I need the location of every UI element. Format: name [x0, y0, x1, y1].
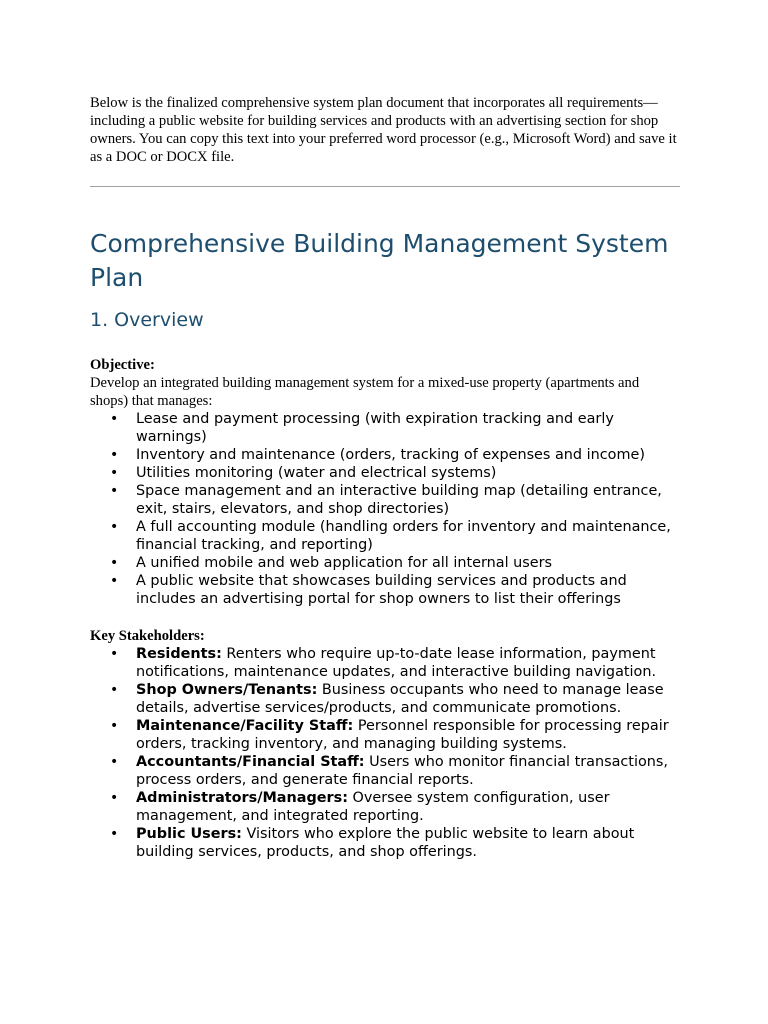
list-item	[90, 554, 680, 572]
list-item-text: A full accounting module (handling orders for inventory and maintenance, financial tracking, and reporting)	[136, 519, 671, 553]
bullet-icon: •	[110, 483, 119, 499]
list-item-text: A public website that showcases building services and products and includes an advertising portal for shop owners to list their offerings	[136, 573, 627, 607]
stakeholder-role: Accountants/Financial Staff:	[136, 754, 365, 770]
bullet-icon: •	[110, 790, 119, 806]
bullet-icon: •	[110, 682, 119, 698]
stakeholder-role: Public Users:	[136, 826, 242, 842]
bullet-icon: •	[110, 555, 119, 571]
stakeholder-list	[90, 645, 680, 861]
list-item	[90, 825, 680, 861]
list-item	[90, 789, 680, 825]
stakeholder-description: Visitors who explore the public website to learn about building services, products, and shop offerings.	[136, 826, 635, 860]
stakeholder-description: Users who monitor financial transactions, process orders, and generate financial reports.	[136, 754, 668, 788]
stakeholder-role: Residents:	[136, 646, 222, 662]
objective-list	[90, 410, 680, 608]
objective-text: Develop an integrated building management system for a mixed-use property (apartments and shops) that manages:	[90, 375, 640, 409]
bullet-icon: •	[110, 646, 119, 662]
stakeholder-description: Renters who require up-to-date lease information, payment notifications, maintenance updates, and interactive building navigation.	[136, 646, 657, 680]
list-item	[90, 482, 680, 518]
list-item	[90, 572, 680, 608]
list-item	[90, 753, 680, 789]
document-title: Comprehensive Building Management System Plan	[90, 229, 669, 292]
list-item	[90, 446, 680, 464]
section-heading-overview: 1. Overview	[90, 309, 204, 331]
list-item-text: Lease and payment processing (with expiration tracking and early warnings)	[136, 411, 614, 445]
intro-paragraph: Below is the finalized comprehensive system plan document that incorporates all requirements—including a public website for building services and products with an advertising section for shop owners. You can copy this text into your preferred word processor (e.g., Microsoft Word) and save it as a DOC or DOCX file.	[90, 95, 677, 165]
bullet-icon: •	[110, 573, 119, 589]
bullet-icon: •	[110, 465, 119, 481]
list-item-text: Space management and an interactive building map (detailing entrance, exit, stairs, elevators, and shop directories)	[136, 483, 662, 517]
stakeholder-role: Maintenance/Facility Staff:	[136, 718, 354, 734]
horizontal-rule	[90, 186, 680, 187]
bullet-icon: •	[110, 754, 119, 770]
list-item-text: Utilities monitoring (water and electrical systems)	[136, 465, 497, 481]
bullet-icon: •	[110, 411, 119, 427]
objective-block	[90, 356, 680, 410]
list-item-text: A unified mobile and web application for all internal users	[136, 555, 553, 571]
stakeholder-role: Administrators/Managers:	[136, 790, 348, 806]
stakeholders-label: Key Stakeholders:	[90, 628, 205, 644]
stakeholder-description: Oversee system configuration, user management, and integrated reporting.	[136, 790, 610, 824]
bullet-icon: •	[110, 826, 119, 842]
stakeholder-role: Shop Owners/Tenants:	[136, 682, 318, 698]
list-item	[90, 464, 680, 482]
bullet-icon: •	[110, 519, 119, 535]
bullet-icon: •	[110, 718, 119, 734]
bullet-icon: •	[110, 447, 119, 463]
stakeholder-description: Personnel responsible for processing repair orders, tracking inventory, and managing building systems.	[136, 718, 669, 752]
list-item	[90, 518, 680, 554]
list-item	[90, 645, 680, 681]
list-item-text: Inventory and maintenance (orders, tracking of expenses and income)	[136, 447, 645, 463]
document-page	[90, 94, 680, 861]
objective-label: Objective:	[90, 357, 155, 373]
list-item	[90, 717, 680, 753]
list-item	[90, 681, 680, 717]
stakeholder-description: Business occupants who need to manage lease details, advertise services/products, and communicate promotions.	[136, 682, 664, 716]
list-item	[90, 410, 680, 446]
